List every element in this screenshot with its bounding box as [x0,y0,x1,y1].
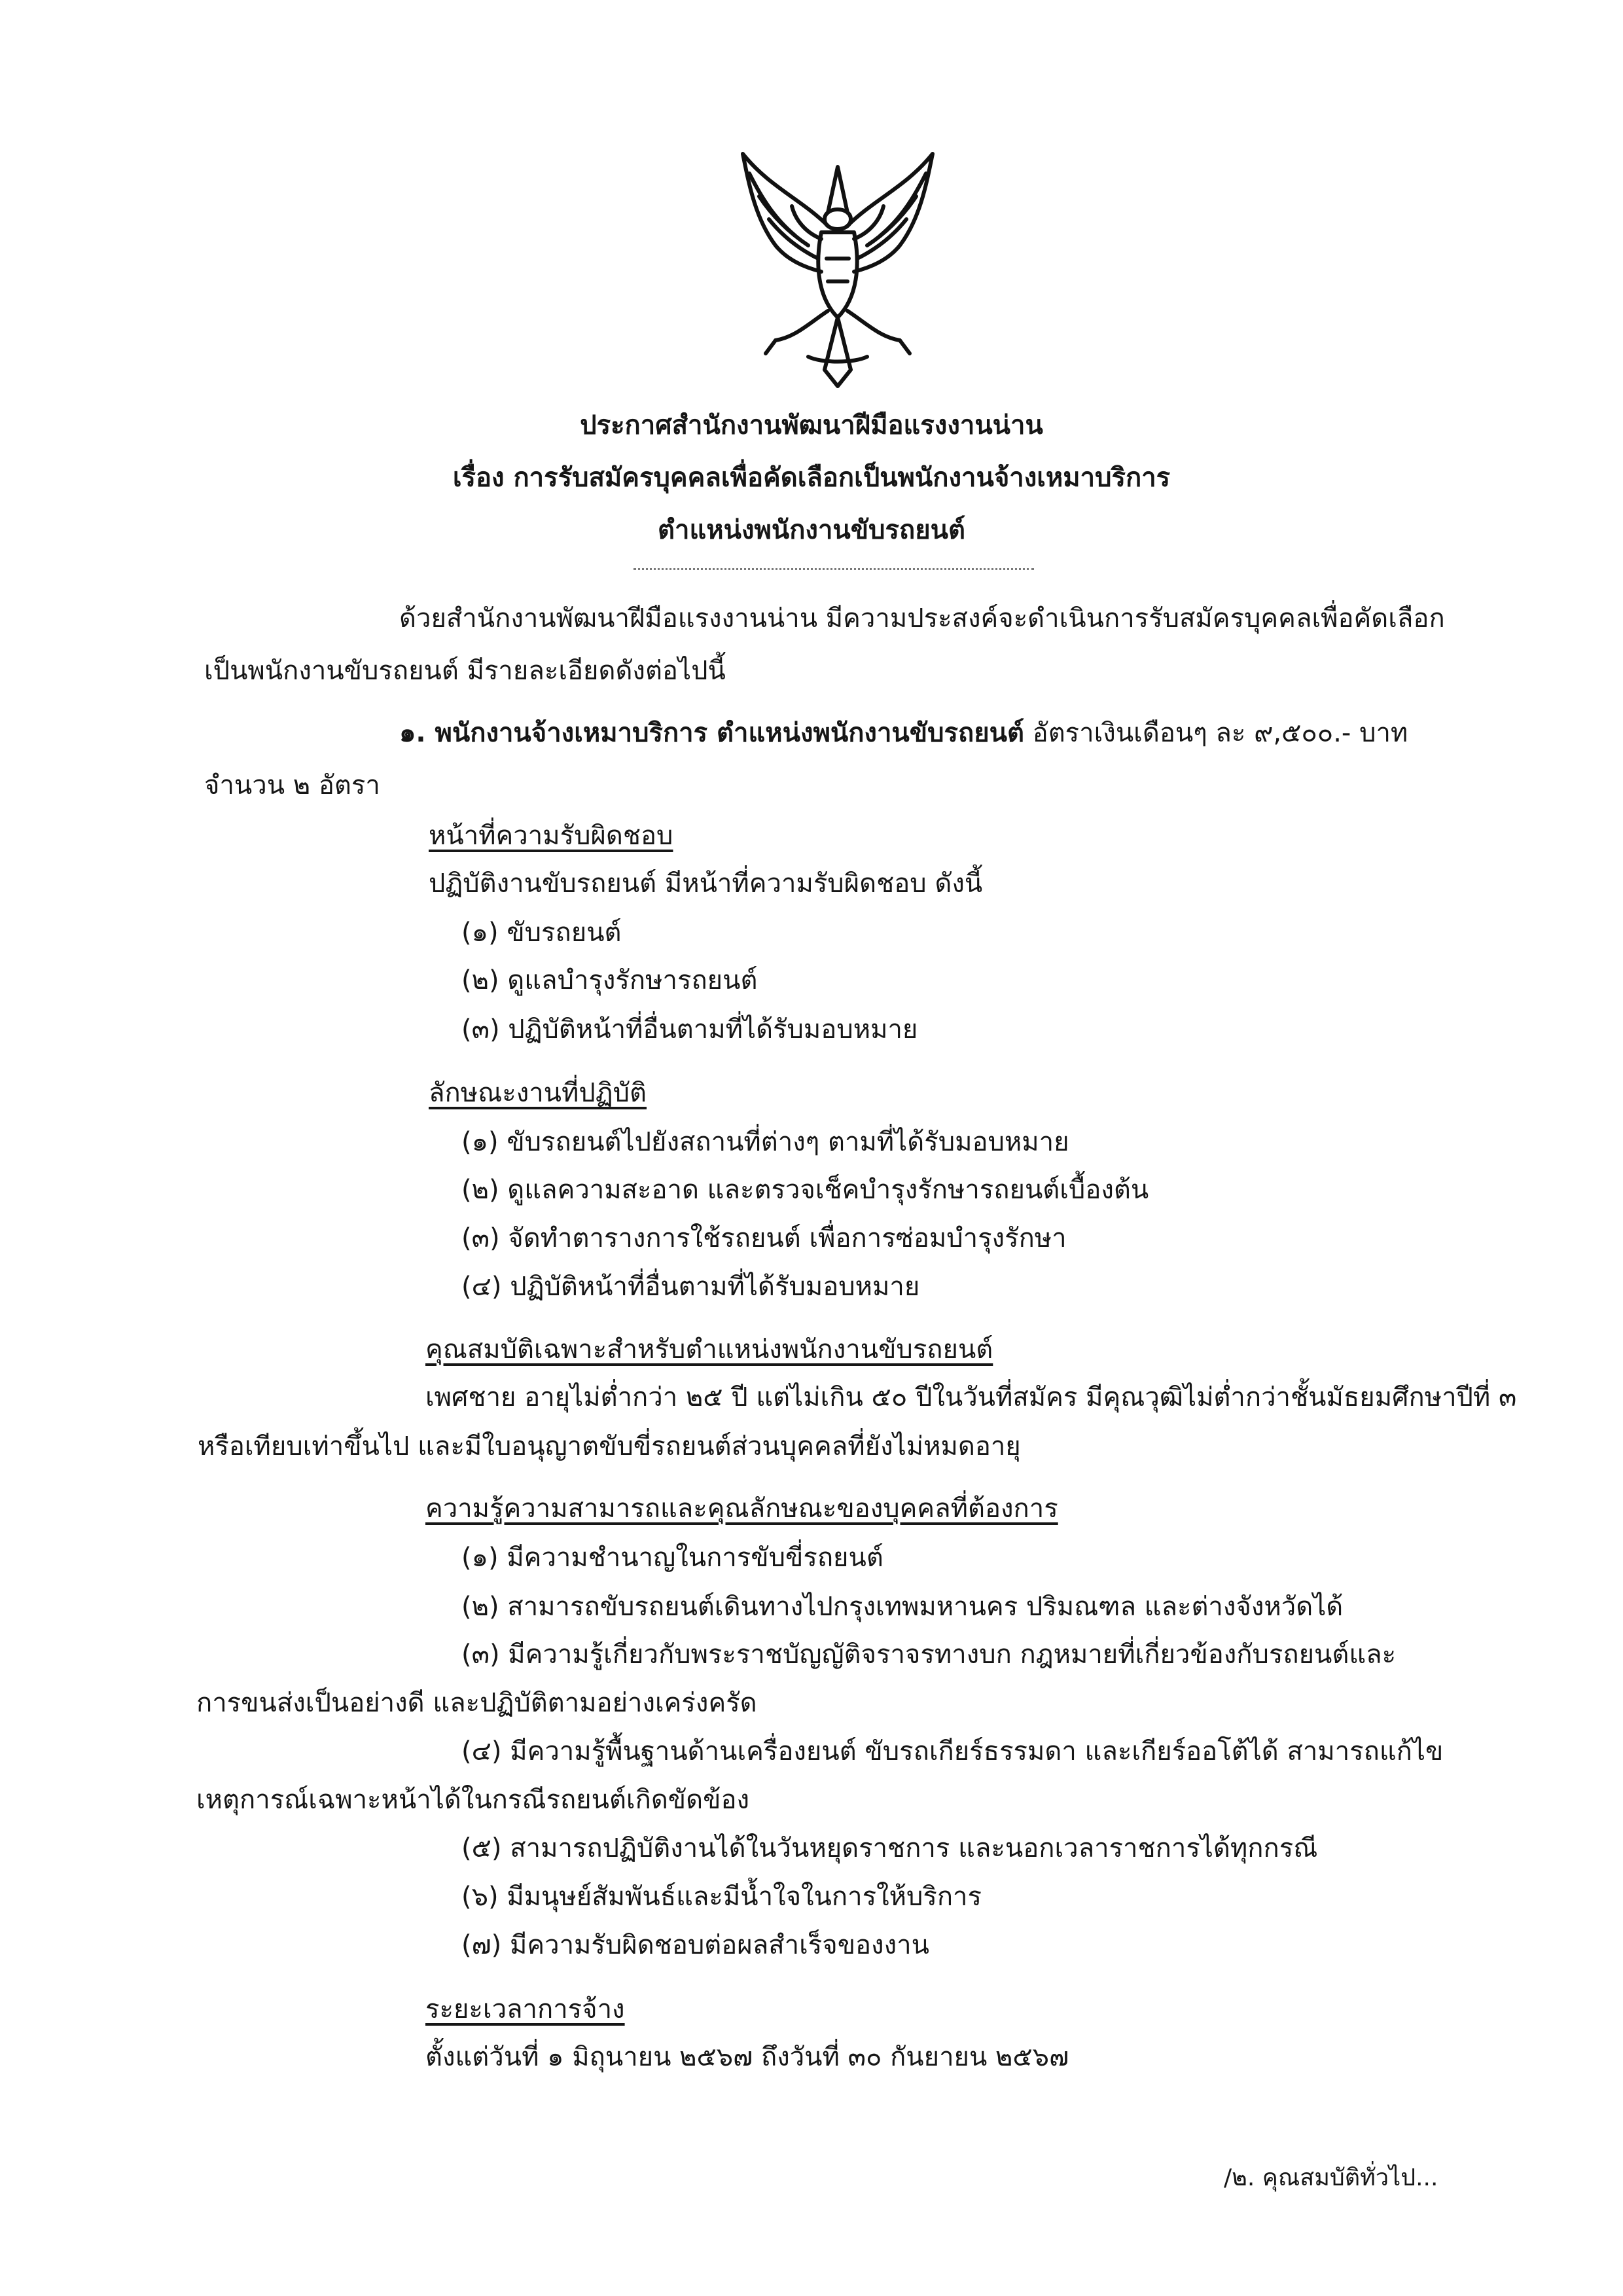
page-continuation: /๒. คุณสมบัติทั่วไป... [1224,2164,1438,2191]
period-heading: ระยะเวลาการจ้าง [425,1994,625,2024]
qualifications-line-1: เพศชาย อายุไม่ต่ำกว่า ๒๕ ปี แต่ไม่เกิน ๕๐ ปีในวันที่สมัคร มีคุณวุฒิไม่ต่ำกว่าชั้นมัธยมศึกษาปีที่ ๓ [425,1382,1517,1412]
title-line-2: เรื่อง การรับสมัครบุคคลเพื่อคัดเลือกเป็นพนักงานจ้างเหมาบริการ [452,463,1171,493]
skill-item-5: (๕) สามารถปฏิบัติงานได้ในวันหยุดราชการ และนอกเวลาราชการได้ทุกกรณี [461,1833,1318,1863]
work-item-3: (๓) จัดทำตารางการใช้รถยนต์ เพื่อการซ่อมบำรุงรักษา [461,1223,1067,1253]
position-salary: อัตราเงินเดือนๆ ละ ๙,๕๐๐.- บาท [1024,718,1408,748]
position-line-2: จำนวน ๒ อัตรา [204,770,380,800]
work-item-2: (๒) ดูแลความสะอาด และตรวจเช็คบำรุงรักษารถยนต์เบื้องต้น [461,1175,1149,1205]
duty-item-1: (๑) ขับรถยนต์ [461,918,622,948]
position-line-1 [399,713,1408,753]
work-heading: ลักษณะงานที่ปฏิบัติ [429,1078,647,1108]
period-text: ตั้งแต่วันที่ ๑ มิถุนายน ๒๕๖๗ ถึงวันที่ ๓๐ กันยายน ๒๕๖๗ [425,2042,1069,2072]
title-separator [633,568,1034,570]
skill-item-7: (๗) มีความรับผิดชอบต่อผลสำเร็จของงาน [461,1930,929,1960]
title-line-3: ตำแหน่งพนักงานขับรถยนต์ [658,515,965,545]
duties-intro: ปฏิบัติงานขับรถยนต์ มีหน้าที่ความรับผิดชอบ ดังนี้ [429,869,983,899]
garuda-emblem-icon [730,147,946,389]
duty-item-3: (๓) ปฏิบัติหน้าที่อื่นตามที่ได้รับมอบหมาย [461,1014,918,1045]
qualifications-heading: คุณสมบัติเฉพาะสำหรับตำแหน่งพนักงานขับรถยนต์ [425,1335,993,1365]
duty-item-2: (๒) ดูแลบำรุงรักษารถยนต์ [461,965,758,996]
work-item-4: (๔) ปฏิบัติหน้าที่อื่นตามที่ได้รับมอบหมาย [461,1272,920,1302]
skill-item-3a: (๓) มีความรู้เกี่ยวกับพระราชบัญญัติจราจรทางบก กฎหมายที่เกี่ยวข้องกับรถยนต์และ [461,1640,1397,1670]
title-line-1: ประกาศสำนักงานพัฒนาฝีมือแรงงานน่าน [580,410,1043,440]
skill-item-4b: เหตุการณ์เฉพาะหน้าได้ในกรณีรถยนต์เกิดขัดข้อง [196,1785,750,1815]
qualifications-line-2: หรือเทียบเท่าขึ้นไป และมีใบอนุญาตขับขี่รถยนต์ส่วนบุคคลที่ยังไม่หมดอายุ [198,1431,1021,1462]
position-title: ๑. พนักงานจ้างเหมาบริการ ตำแหน่งพนักงานขับรถยนต์ [399,718,1024,748]
skill-item-3b: การขนส่งเป็นอย่างดี และปฏิบัติตามอย่างเคร่งครัด [196,1688,757,1718]
intro-line-1: ด้วยสำนักงานพัฒนาฝีมือแรงงานน่าน มีความประสงค์จะดำเนินการรับสมัครบุคคลเพื่อคัดเลือก [399,603,1445,634]
skill-item-2: (๒) สามารถขับรถยนต์เดินทางไปกรุงเทพมหานคร ปริมณฑล และต่างจังหวัดได้ [461,1592,1344,1622]
work-item-1: (๑) ขับรถยนต์ไปยังสถานที่ต่างๆ ตามที่ได้รับมอบหมาย [461,1127,1069,1157]
duties-heading: หน้าที่ความรับผิดชอบ [429,821,673,851]
skill-item-4a: (๔) มีความรู้พื้นฐานด้านเครื่องยนต์ ขับรถเกียร์ธรรมดา และเกียร์ออโต้ได้ สามารถแก้ไข [461,1736,1444,1767]
intro-line-2: เป็นพนักงานขับรถยนต์ มีรายละเอียดดังต่อไปนี้ [204,656,726,686]
skill-item-6: (๖) มีมนุษย์สัมพันธ์และมีน้ำใจในการให้บริการ [461,1882,982,1912]
skill-item-1: (๑) มีความชำนาญในการขับขี่รถยนต์ [461,1543,883,1573]
skills-heading: ความรู้ความสามารถและคุณลักษณะของบุคคลที่ต้องการ [425,1494,1058,1524]
announcement-title [0,399,1623,556]
